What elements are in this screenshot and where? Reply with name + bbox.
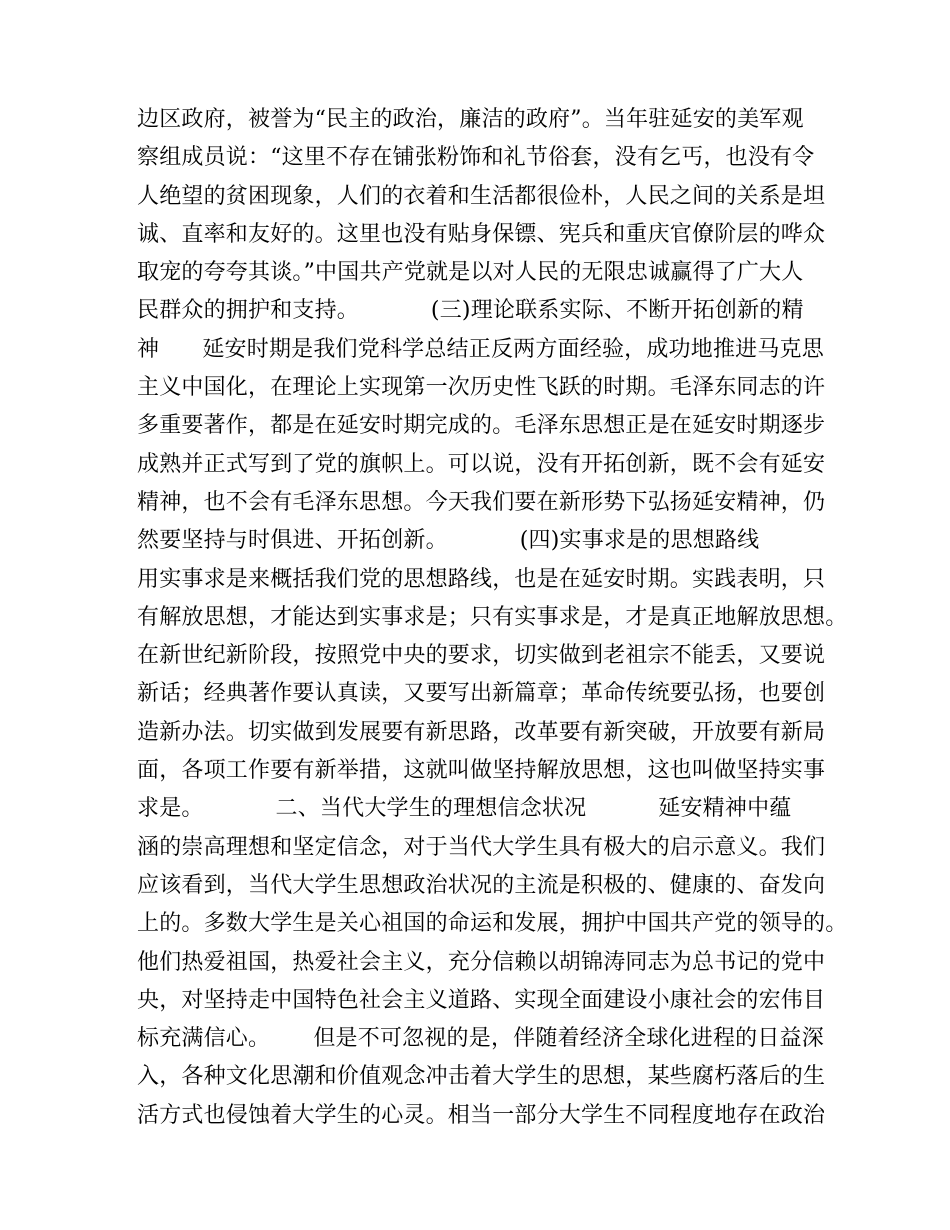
text-line: 成熟并正式写到了党的旗帜上。可以说，没有开拓创新，既不会有延安: [137, 451, 826, 477]
text-line: 民群众的拥护和支持。 (三)理论联系实际、不断开拓创新的精: [137, 298, 804, 324]
text-line: 取宠的夸夸其谈。”中国共产党就是以对人民的无限忠诚赢得了广大人: [137, 260, 804, 286]
text-line: 入，各种文化思潮和价值观念冲击着大学生的思想，某些腐朽落后的生: [137, 1064, 826, 1090]
text-line: 人绝望的贫困现象，人们的衣着和生活都很俭朴，人民之间的关系是坦: [137, 183, 826, 209]
text-line: 面，各项工作要有新举措，这就叫做坚持解放思想，这也叫做坚持实事: [137, 758, 826, 784]
text-line: 在新世纪新阶段，按照党中央的要求，切实做到老祖宗不能丢，又要说: [137, 643, 826, 669]
text-line: 造新办法。切实做到发展要有新思路，改革要有新突破，开放要有新局: [137, 719, 826, 745]
text-line: 用实事求是来概括我们党的思想路线，也是在延安时期。实践表明，只: [137, 566, 826, 592]
text-line: 央，对坚持走中国特色社会主义道路、实现全面建设小康社会的宏伟目: [137, 987, 826, 1013]
text-line: 他们热爱祖国，热爱社会主义，充分信赖以胡锦涛同志为总书记的党中: [137, 949, 826, 975]
text-line: 涵的崇高理想和坚定信念，对于当代大学生具有极大的启示意义。我们: [137, 834, 826, 860]
text-line: 标充满信心。 但是不可忽视的是，伴随着经济全球化进程的日益深: [137, 1026, 824, 1052]
text-line: 多重要著作，都是在延安时期完成的。毛泽东思想正是在延安时期逐步: [137, 413, 826, 439]
text-line: 应该看到，当代大学生思想政治状况的主流是积极的、健康的、奋发向: [137, 872, 826, 898]
text-line: 精神，也不会有毛泽东思想。今天我们要在新形势下弘扬延安精神，仍: [137, 489, 826, 515]
text-line: 神 延安时期是我们党科学总结正反两方面经验，成功地推进马克思: [137, 336, 824, 362]
text-line: 新话；经典著作要认真读，又要写出新篇章；革命传统要弘扬，也要创: [137, 681, 826, 707]
text-line: 上的。多数大学生是关心祖国的命运和发展，拥护中国共产党的领导的。: [137, 911, 848, 937]
text-line: 察组成员说：“这里不存在铺张粉饰和礼节俗套，没有乞丐，也没有令: [137, 145, 815, 171]
text-line: 有解放思想，才能达到实事求是；只有实事求是，才是真正地解放思想。: [137, 604, 848, 630]
text-line: 求是。 二、当代大学生的理想信念状况 延安精神中蕴: [137, 796, 792, 822]
text-line: 活方式也侵蚀着大学生的心灵。相当一部分大学生不同程度地存在政治: [137, 1102, 826, 1128]
text-line: 主义中国化，在理论上实现第一次历史性飞跃的时期。毛泽东同志的许: [137, 375, 826, 401]
text-line: 边区政府，被誉为“民主的政治，廉洁的政府”。当年驻延安的美军观: [137, 107, 804, 132]
text-line: 诚、直率和友好的。这里也没有贴身保镖、宪兵和重庆官僚阶层的哗众: [137, 221, 826, 247]
text-line: 然要坚持与时俱进、开拓创新。 (四)实事求是的思想路线: [137, 528, 760, 554]
body-text: [137, 101, 848, 1135]
